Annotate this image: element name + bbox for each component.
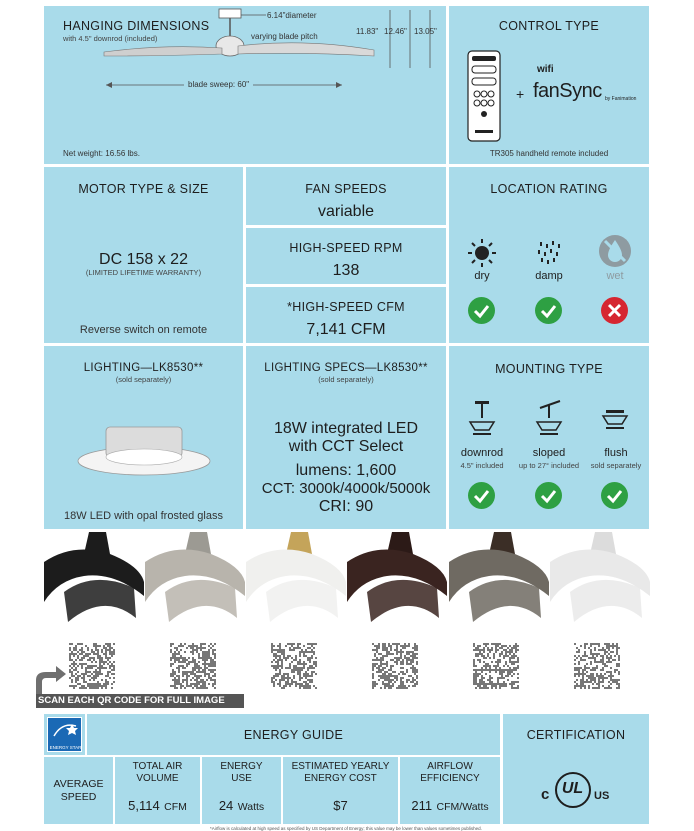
diameter-label: 6.14"diameter	[267, 11, 317, 20]
fan-speeds-panel	[246, 167, 446, 225]
location-title: LOCATION RATING	[490, 182, 608, 196]
lighting-specs-lumens: lumens: 1,600	[295, 462, 397, 479]
arrow-icon	[30, 660, 70, 696]
rain-icon	[534, 238, 564, 268]
energy-col-use	[202, 757, 281, 824]
height-label-1: 11.83"	[356, 27, 379, 36]
motor-warranty: (LIMITED LIFETIME WARRANTY)	[85, 268, 202, 277]
ul-text: UL	[561, 780, 584, 797]
height-label-3: 13.05"	[414, 27, 437, 36]
certification-title: CERTIFICATION	[526, 728, 626, 742]
rpm-title: HIGH-SPEED RPM	[289, 241, 403, 255]
ul-logo	[541, 770, 613, 810]
qr-code[interactable]	[170, 643, 216, 689]
rpm-panel	[246, 228, 446, 284]
lighting-specs-panel	[246, 346, 446, 529]
energy-use-value: 24	[218, 798, 234, 813]
motor-note: Reverse switch on remote	[79, 324, 208, 336]
check-icon	[535, 482, 562, 509]
mounting-title: MOUNTING TYPE	[495, 362, 603, 376]
location-label-wet: wet	[606, 270, 624, 282]
ul-circle	[555, 772, 591, 808]
check-icon	[468, 297, 495, 324]
wifi-label: wifi	[537, 64, 554, 75]
sun-icon	[467, 238, 497, 268]
energy-title: ENERGY GUIDE	[243, 728, 344, 742]
qr-code[interactable]	[473, 643, 519, 689]
cfm-title: *HIGH-SPEED CFM	[287, 300, 405, 314]
hanging-dimensions-panel	[44, 6, 446, 164]
lighting-panel	[44, 346, 243, 529]
cfm-panel	[246, 287, 446, 343]
hanging-title: HANGING DIMENSIONS	[63, 19, 210, 33]
fansync-logo: fanSync	[533, 80, 602, 102]
lighting-title: LIGHTING—LK8530**	[83, 362, 204, 374]
certification-panel	[503, 714, 649, 824]
scan-label: SCAN EACH QR CODE FOR FULL IMAGE	[36, 694, 244, 708]
air-volume-unit: CFM	[164, 801, 187, 813]
efficiency-value: 211	[411, 798, 433, 813]
cfm-value: 7,141 CFM	[306, 321, 386, 338]
lighting-specs-cri: CRI: 90	[318, 498, 374, 515]
energy-col-air	[115, 757, 200, 824]
net-weight: Net weight: 16.56 lbs.	[63, 149, 140, 158]
qr-code[interactable]	[372, 643, 418, 689]
qr-code[interactable]	[69, 643, 115, 689]
flush-mount-icon	[600, 400, 630, 436]
no-water-icon	[598, 234, 632, 268]
finish-swatch	[246, 532, 346, 632]
mount-label-sloped: sloped	[532, 447, 566, 459]
rpm-value: 138	[332, 262, 360, 279]
sweep-label: blade sweep: 60"	[184, 80, 253, 89]
check-icon	[468, 482, 495, 509]
check-icon	[535, 297, 562, 324]
finish-swatch	[449, 532, 549, 632]
footnote: *Airflow is calculated at high speed as specified by US Department of Energy; this value may be lower than values sometimes published.	[210, 826, 482, 831]
lighting-sub: (sold separately)	[115, 375, 172, 384]
finish-swatch	[44, 532, 144, 632]
mount-sub-downrod: 4.5" included	[460, 461, 504, 470]
fan-speeds-title: FAN SPEEDS	[305, 182, 387, 196]
control-title: CONTROL TYPE	[498, 19, 600, 33]
downrod-mount-icon	[467, 400, 497, 436]
motor-title: MOTOR TYPE & SIZE	[78, 182, 209, 196]
ul-us: US	[594, 790, 610, 802]
location-label-damp: damp	[535, 270, 563, 282]
air-volume-head: TOTAL AIR VOLUME	[132, 761, 183, 784]
hanging-subtitle: with 4.5" downrod (included)	[63, 34, 158, 43]
lighting-specs-line1: 18W integrated LED	[273, 420, 419, 437]
yearly-cost-value: $7	[333, 798, 348, 813]
check-icon	[601, 482, 628, 509]
energy-title-box	[87, 714, 500, 755]
location-panel	[449, 167, 649, 343]
efficiency-unit: CFM/Watts	[436, 801, 489, 813]
energy-col-efficiency	[400, 757, 500, 824]
motor-panel	[44, 167, 243, 343]
height-label-2: 12.46"	[384, 27, 407, 36]
mount-label-flush: flush	[604, 447, 628, 459]
lighting-specs-line2: with CCT Select	[288, 438, 404, 455]
fan-speeds-value: variable	[317, 203, 375, 220]
energy-star-box	[44, 714, 85, 755]
energy-col-cost	[283, 757, 398, 824]
qr-code[interactable]	[574, 643, 620, 689]
lighting-specs-sub: (sold separately)	[318, 375, 374, 384]
energy-star-logo	[47, 717, 82, 752]
fansync-sub: by Fanimation	[605, 96, 637, 102]
motor-value: DC 158 x 22	[99, 251, 188, 268]
lighting-specs-cct: CCT: 3000k/4000k/5000k	[261, 480, 431, 497]
finish-swatch	[347, 532, 447, 632]
qr-code[interactable]	[271, 643, 317, 689]
mount-label-downrod: downrod	[460, 447, 504, 459]
location-label-dry: dry	[474, 270, 490, 282]
lighting-note: 18W LED with opal frosted glass	[64, 510, 223, 522]
ul-c: c	[541, 786, 550, 803]
avg-speed-box	[44, 757, 113, 824]
control-type-panel	[449, 6, 649, 164]
cross-icon	[601, 297, 628, 324]
finish-swatch	[145, 532, 245, 632]
energy-use-unit: Watts	[237, 801, 265, 813]
fan-side-diagram	[44, 6, 446, 106]
efficiency-head: AIRFLOW EFFICIENCY	[420, 761, 480, 784]
air-volume-value: 5,114	[128, 798, 160, 813]
sloped-mount-icon	[534, 400, 564, 436]
control-note: TR305 handheld remote included	[489, 149, 609, 158]
avg-speed-label: AVERAGE SPEED	[53, 778, 104, 803]
lighting-specs-title: LIGHTING SPECS—LK8530**	[264, 362, 428, 374]
light-kit-image	[74, 421, 214, 481]
energy-use-head: ENERGY USE	[220, 761, 263, 784]
mount-sub-sloped: up to 27° included	[518, 461, 580, 470]
mount-sub-flush: sold separately	[590, 461, 642, 470]
remote-icon	[467, 50, 501, 142]
finish-swatch	[550, 532, 650, 632]
yearly-cost-head: ESTIMATED YEARLY ENERGY COST	[291, 761, 390, 784]
mounting-panel	[449, 346, 649, 529]
plus-sign: +	[516, 86, 525, 102]
energy-star-label: ENERGY STAR	[49, 745, 82, 750]
pitch-label: varying blade pitch	[251, 32, 318, 41]
